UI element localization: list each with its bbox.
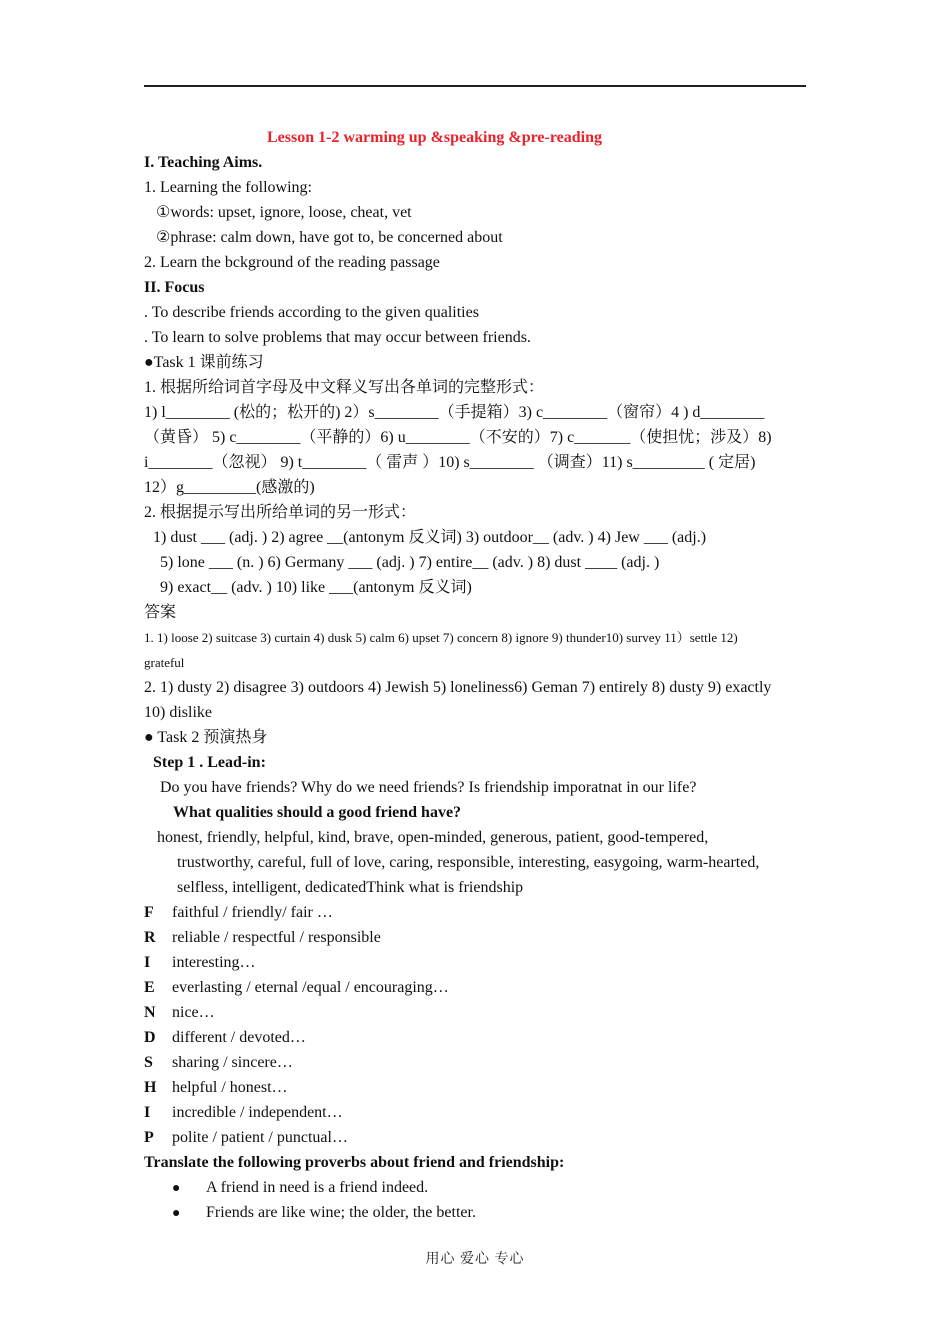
step-1-heading: Step 1 . Lead-in: [153, 754, 266, 771]
acrostic-words: interesting… [172, 954, 256, 971]
acrostic-letter: H [144, 1079, 157, 1096]
task-2-heading: ● Task 2 预演热身 [144, 729, 268, 746]
acrostic-letter: I [144, 954, 151, 971]
lesson-title: Lesson 1-2 warming up &speaking &pre-reading [267, 129, 602, 146]
friendship-row-d [144, 1025, 809, 1050]
friendship-row-i [144, 950, 809, 975]
acrostic-words: polite / patient / punctual… [172, 1129, 348, 1146]
section-heading-aims: I. Teaching Aims. [144, 154, 263, 171]
friendship-row-n [144, 1000, 809, 1025]
exercise-2-line-3: 9) exact__ (adv. ) 10) like ___(antonym 反义词) [160, 579, 472, 596]
aim-1: 1. Learning the following: [144, 179, 312, 196]
acrostic-letter: D [144, 1029, 156, 1046]
proverb-item [144, 1200, 809, 1225]
answers-1-line-1: 1. 1) loose 2) suitcase 3) curtain 4) dusk 5) calm 6) upset 7) concern 8) ignore 9) thunder10) survey 11）settle 12) [144, 630, 738, 645]
exercise-1-line-3: i________（忽视） 9) t________（ 雷声 ）10) s________ （调查）11) s_________ ( 定居) [144, 454, 756, 471]
proverb-text: Friends are like wine; the older, the better. [206, 1204, 476, 1221]
focus-2: . To learn to solve problems that may occur between friends. [144, 329, 531, 346]
acrostic-letter: N [144, 1004, 156, 1021]
bullet-icon: ● [172, 1206, 181, 1221]
section-heading-focus: II. Focus [144, 279, 205, 296]
aim-2: 2. Learn the bckground of the reading passage [144, 254, 440, 271]
acrostic-words: everlasting / eternal /equal / encouraging… [172, 979, 449, 996]
qualities-line-2: trustworthy, careful, full of love, caring, responsible, interesting, easygoing, warm-hearted, [177, 854, 760, 871]
exercise-1-line-1: 1) l________ (松的；松开的) 2）s________（手提箱）3) c________（窗帘）4 ) d________ [144, 404, 765, 421]
acrostic-words: faithful / friendly/ fair … [172, 904, 333, 921]
acrostic-words: reliable / respectful / responsible [172, 929, 381, 946]
exercise-2-line-2: 5) lone ___ (n. ) 6) Germany ___ (adj. ) 7) entire__ (adv. ) 8) dust ____ (adj. ) [160, 554, 660, 571]
acrostic-words: nice… [172, 1004, 215, 1021]
answers-2-line-2: 10) dislike [144, 704, 212, 721]
acrostic-letter: I [144, 1104, 151, 1121]
aim-phrase: ②phrase: calm down, have got to, be concerned about [156, 229, 503, 246]
acrostic-letter: R [144, 929, 156, 946]
exercise-1-prompt: 1. 根据所给词首字母及中文释义写出各单词的完整形式： [144, 379, 545, 396]
page-footer: 用心 爱心 专心 [425, 1252, 525, 1267]
acrostic-words: helpful / honest… [172, 1079, 288, 1096]
friendship-row-e [144, 975, 809, 1000]
acrostic-words: sharing / sincere… [172, 1054, 293, 1071]
proverb-item [144, 1175, 809, 1200]
lead-in-questions: Do you have friends? Why do we need friends? Is friendship imporatnat in our life? [160, 779, 697, 796]
exercise-2-line-1: 1) dust ___ (adj. ) 2) agree __(antonym 反义词) 3) outdoor__ (adv. ) 4) Jew ___ (adj.) [153, 529, 707, 546]
focus-1: . To describe friends according to the given qualities [144, 304, 479, 321]
header-rule [144, 85, 806, 87]
friendship-row-h [144, 1075, 809, 1100]
friendship-row-r [144, 925, 809, 950]
acrostic-letter: P [144, 1129, 154, 1146]
friendship-row-p [144, 1125, 809, 1150]
document-page [144, 125, 809, 1225]
friendship-row-s [144, 1050, 809, 1075]
friendship-row-i2 [144, 1100, 809, 1125]
qualities-line-1: honest, friendly, helpful, kind, brave, open-minded, generous, patient, good-tempered, [157, 829, 709, 846]
answers-heading: 答案 [144, 604, 177, 621]
acrostic-words: incredible / independent… [172, 1104, 343, 1121]
exercise-1-line-2: （黄昏） 5) c________（平静的）6) u________（不安的）7) c_______（使担忧；涉及）8) [144, 429, 772, 446]
qualities-question: What qualities should a good friend have? [173, 804, 462, 821]
exercise-1-line-4: 12）g_________(感激的) [144, 479, 315, 496]
proverb-text: A friend in need is a friend indeed. [206, 1179, 429, 1196]
acrostic-letter: F [144, 904, 154, 921]
acrostic-words: different / devoted… [172, 1029, 306, 1046]
acrostic-letter: S [144, 1054, 153, 1071]
task-1-heading: ●Task 1 课前练习 [144, 354, 264, 371]
exercise-2-prompt: 2. 根据提示写出所给单词的另一形式： [144, 504, 417, 521]
bullet-icon: ● [172, 1181, 181, 1196]
acrostic-letter: E [144, 979, 155, 996]
answers-1-line-2: grateful [144, 655, 185, 670]
friendship-row-f [144, 900, 809, 925]
qualities-line-3: selfless, intelligent, dedicatedThink what is friendship [177, 879, 524, 896]
answers-2-line-1: 2. 1) dusty 2) disagree 3) outdoors 4) Jewish 5) loneliness6) Geman 7) entirely 8) dusty 9) exactly [144, 679, 772, 696]
proverbs-heading: Translate the following proverbs about friend and friendship: [144, 1154, 565, 1171]
aim-words: ①words: upset, ignore, loose, cheat, vet [156, 204, 412, 221]
